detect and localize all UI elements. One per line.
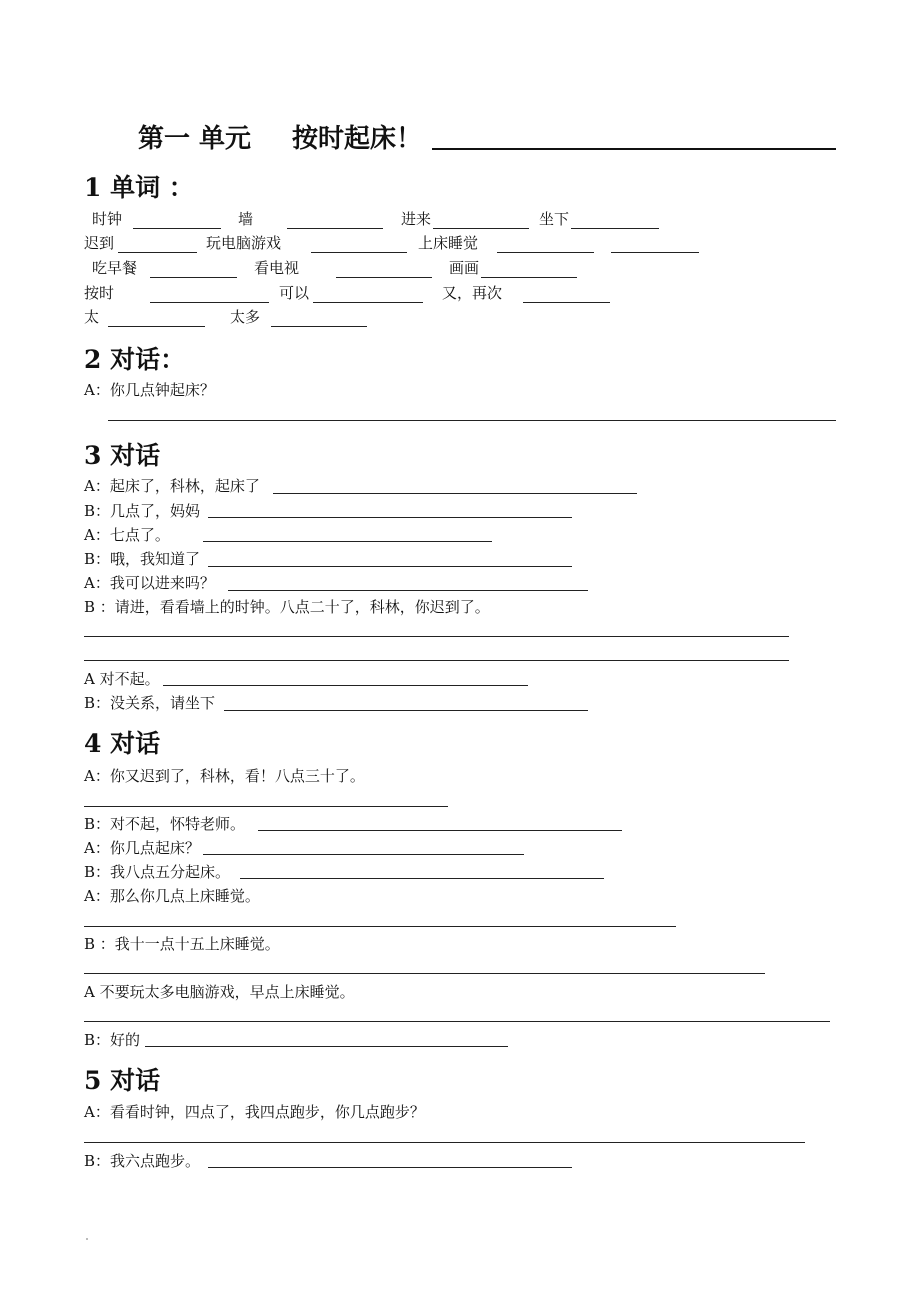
- answer-blank[interactable]: [208, 566, 572, 567]
- vocab-item: 可以: [279, 284, 310, 302]
- answer-blank[interactable]: [611, 252, 699, 253]
- answer-blank[interactable]: [150, 277, 237, 278]
- answer-blank[interactable]: [336, 277, 432, 278]
- vocab-item: 坐下: [539, 210, 570, 228]
- answer-blank[interactable]: [163, 685, 528, 686]
- answer-blank[interactable]: [203, 541, 492, 542]
- scan-speck: [86, 1238, 88, 1240]
- dialog-line: B：哦，我知道了: [84, 550, 201, 568]
- answer-blank[interactable]: [313, 302, 423, 303]
- answer-blank[interactable]: [108, 326, 205, 327]
- dialog-line: B：对不起，怀特老师。: [84, 815, 246, 833]
- answer-blank[interactable]: [497, 252, 594, 253]
- dialog-line: A：那么你几点上床睡觉。: [84, 887, 260, 905]
- vocab-item: 时钟: [92, 210, 123, 228]
- answer-blank[interactable]: [203, 854, 524, 855]
- dialog-line: A 不要玩太多电脑游戏，早点上床睡觉。: [84, 983, 355, 1001]
- vocab-item: 上床睡觉: [418, 234, 479, 252]
- answer-blank[interactable]: [273, 493, 637, 494]
- answer-blank[interactable]: [118, 252, 197, 253]
- answer-blank[interactable]: [84, 806, 448, 807]
- vocab-item: 玩电脑游戏: [206, 234, 282, 252]
- answer-blank[interactable]: [84, 926, 676, 927]
- section-2-heading: 2 对话：: [84, 345, 186, 374]
- dialog-line: B：我八点五分起床。: [84, 863, 231, 881]
- title-underline: [432, 148, 836, 150]
- dialog-line: A：你几点起床？: [84, 839, 200, 857]
- dialog-line: A：七点了。: [84, 526, 170, 544]
- dialog-line: B ：请进，看看墙上的时钟。八点二十了，科林，你迟到了。: [84, 598, 490, 616]
- vocab-item: 进来: [401, 210, 432, 228]
- section-1-heading: 1 单词 ：: [84, 173, 194, 202]
- vocab-item: 按时: [84, 284, 115, 302]
- answer-blank[interactable]: [481, 277, 577, 278]
- dialog-line: A 对不起。: [84, 670, 160, 688]
- answer-blank[interactable]: [240, 878, 604, 879]
- answer-blank[interactable]: [228, 590, 588, 591]
- answer-blank[interactable]: [287, 228, 383, 229]
- dialog-line: B ：我十一点十五上床睡觉。: [84, 935, 280, 953]
- dialog-line: B：没关系，请坐下: [84, 694, 216, 712]
- answer-blank[interactable]: [108, 420, 836, 421]
- section-3-heading: 3 对话: [84, 441, 161, 470]
- answer-blank[interactable]: [311, 252, 407, 253]
- dialog-line: A：我可以进来吗？: [84, 574, 215, 592]
- vocab-item: 看电视: [254, 259, 300, 277]
- unit-label: 第一 单元: [138, 124, 252, 154]
- vocab-item: 又，再次: [442, 284, 503, 302]
- answer-blank[interactable]: [84, 1021, 830, 1022]
- dialog-line: A：你又迟到了，科林，看！八点三十了。: [84, 767, 365, 785]
- answer-blank[interactable]: [271, 326, 367, 327]
- answer-blank[interactable]: [523, 302, 610, 303]
- vocab-item: 画画: [449, 259, 480, 277]
- answer-blank[interactable]: [571, 228, 659, 229]
- vocab-item: 太多: [230, 308, 261, 326]
- answer-blank[interactable]: [208, 1167, 572, 1168]
- answer-blank[interactable]: [150, 302, 269, 303]
- dialog-line: B：几点了，妈妈: [84, 502, 201, 520]
- answer-blank[interactable]: [433, 228, 529, 229]
- answer-blank[interactable]: [84, 660, 789, 661]
- vocab-item: 迟到: [84, 234, 115, 252]
- section-4-heading: 4 对话: [84, 729, 161, 758]
- answer-blank[interactable]: [224, 710, 588, 711]
- vocab-item: 墙: [238, 210, 254, 228]
- answer-blank[interactable]: [258, 830, 622, 831]
- dialog-line: A：起床了，科林，起床了: [84, 477, 260, 495]
- dialog-line: B：我六点跑步。: [84, 1152, 201, 1170]
- answer-blank[interactable]: [84, 636, 789, 637]
- page-title: 按时起床！: [292, 124, 423, 154]
- answer-blank[interactable]: [145, 1046, 508, 1047]
- dialog-line: A：看看时钟，四点了，我四点跑步，你几点跑步？: [84, 1103, 425, 1121]
- answer-blank[interactable]: [84, 1142, 805, 1143]
- dialog-line: B：好的: [84, 1031, 141, 1049]
- vocab-item: 太: [84, 308, 100, 326]
- answer-blank[interactable]: [208, 517, 572, 518]
- section-5-heading: 5 对话: [84, 1066, 161, 1095]
- answer-blank[interactable]: [133, 228, 221, 229]
- dialog-line: A：你几点钟起床？: [84, 381, 215, 399]
- vocab-item: 吃早餐: [92, 259, 138, 277]
- answer-blank[interactable]: [84, 973, 765, 974]
